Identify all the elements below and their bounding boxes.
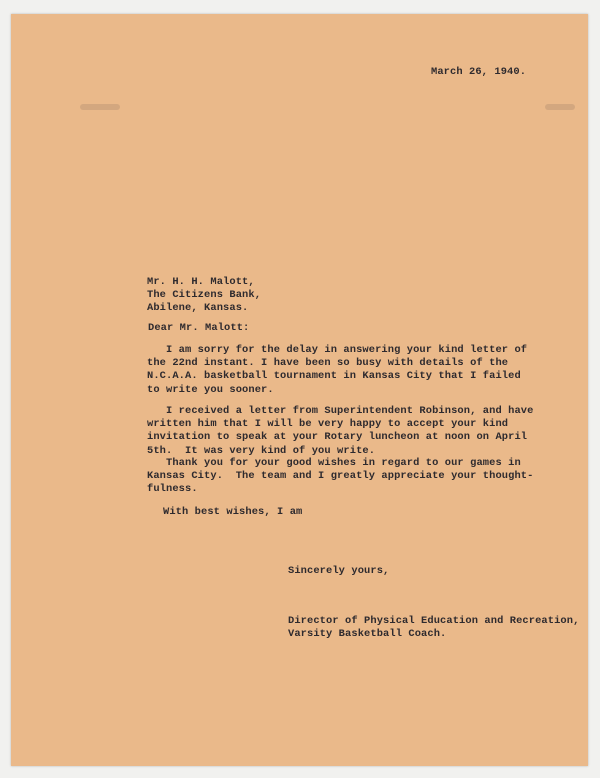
paragraph-2 [147, 405, 533, 458]
signature-line: Director of Physical Education and Recreation, [288, 615, 580, 627]
body-line: 5th. It was very kind of you write. [147, 444, 376, 457]
faint-mark-right [545, 104, 575, 110]
body-line: Thank you for your good wishes in regard to our games in [147, 457, 521, 469]
address-line: Abilene, Kansas. [147, 302, 249, 315]
complimentary-close: Sincerely yours, [288, 565, 390, 577]
address-line: Mr. H. H. Malott, [147, 276, 255, 288]
body-line: Kansas City. The team and I greatly appreciate your thought- [147, 470, 534, 483]
closing-wishes: With best wishes, I am [163, 506, 303, 518]
paragraph-1 [147, 344, 527, 397]
signature-line: Varsity Basketball Coach. [288, 628, 447, 641]
recipient-address [147, 276, 261, 316]
body-line: to write you sooner. [147, 383, 274, 396]
salutation: Dear Mr. Malott: [148, 322, 250, 334]
signature-block [288, 615, 579, 641]
paragraph-3 [147, 457, 533, 497]
body-line: fulness. [147, 483, 198, 496]
body-line: I am sorry for the delay in answering your kind letter of [147, 344, 528, 356]
body-line: invitation to speak at your Rotary luncheon at noon on April [147, 431, 528, 444]
body-line: N.C.A.A. basketball tournament in Kansas City that I failed [147, 370, 521, 383]
address-line: The Citizens Bank, [147, 289, 262, 302]
body-line: I received a letter from Superintendent Robinson, and have [147, 405, 534, 417]
letter-date: March 26, 1940. [431, 66, 527, 78]
body-line: the 22nd instant. I have been so busy with details of the [147, 357, 509, 370]
faint-mark-left [80, 104, 120, 110]
body-line: written him that I will be very happy to accept your kind [147, 418, 509, 431]
